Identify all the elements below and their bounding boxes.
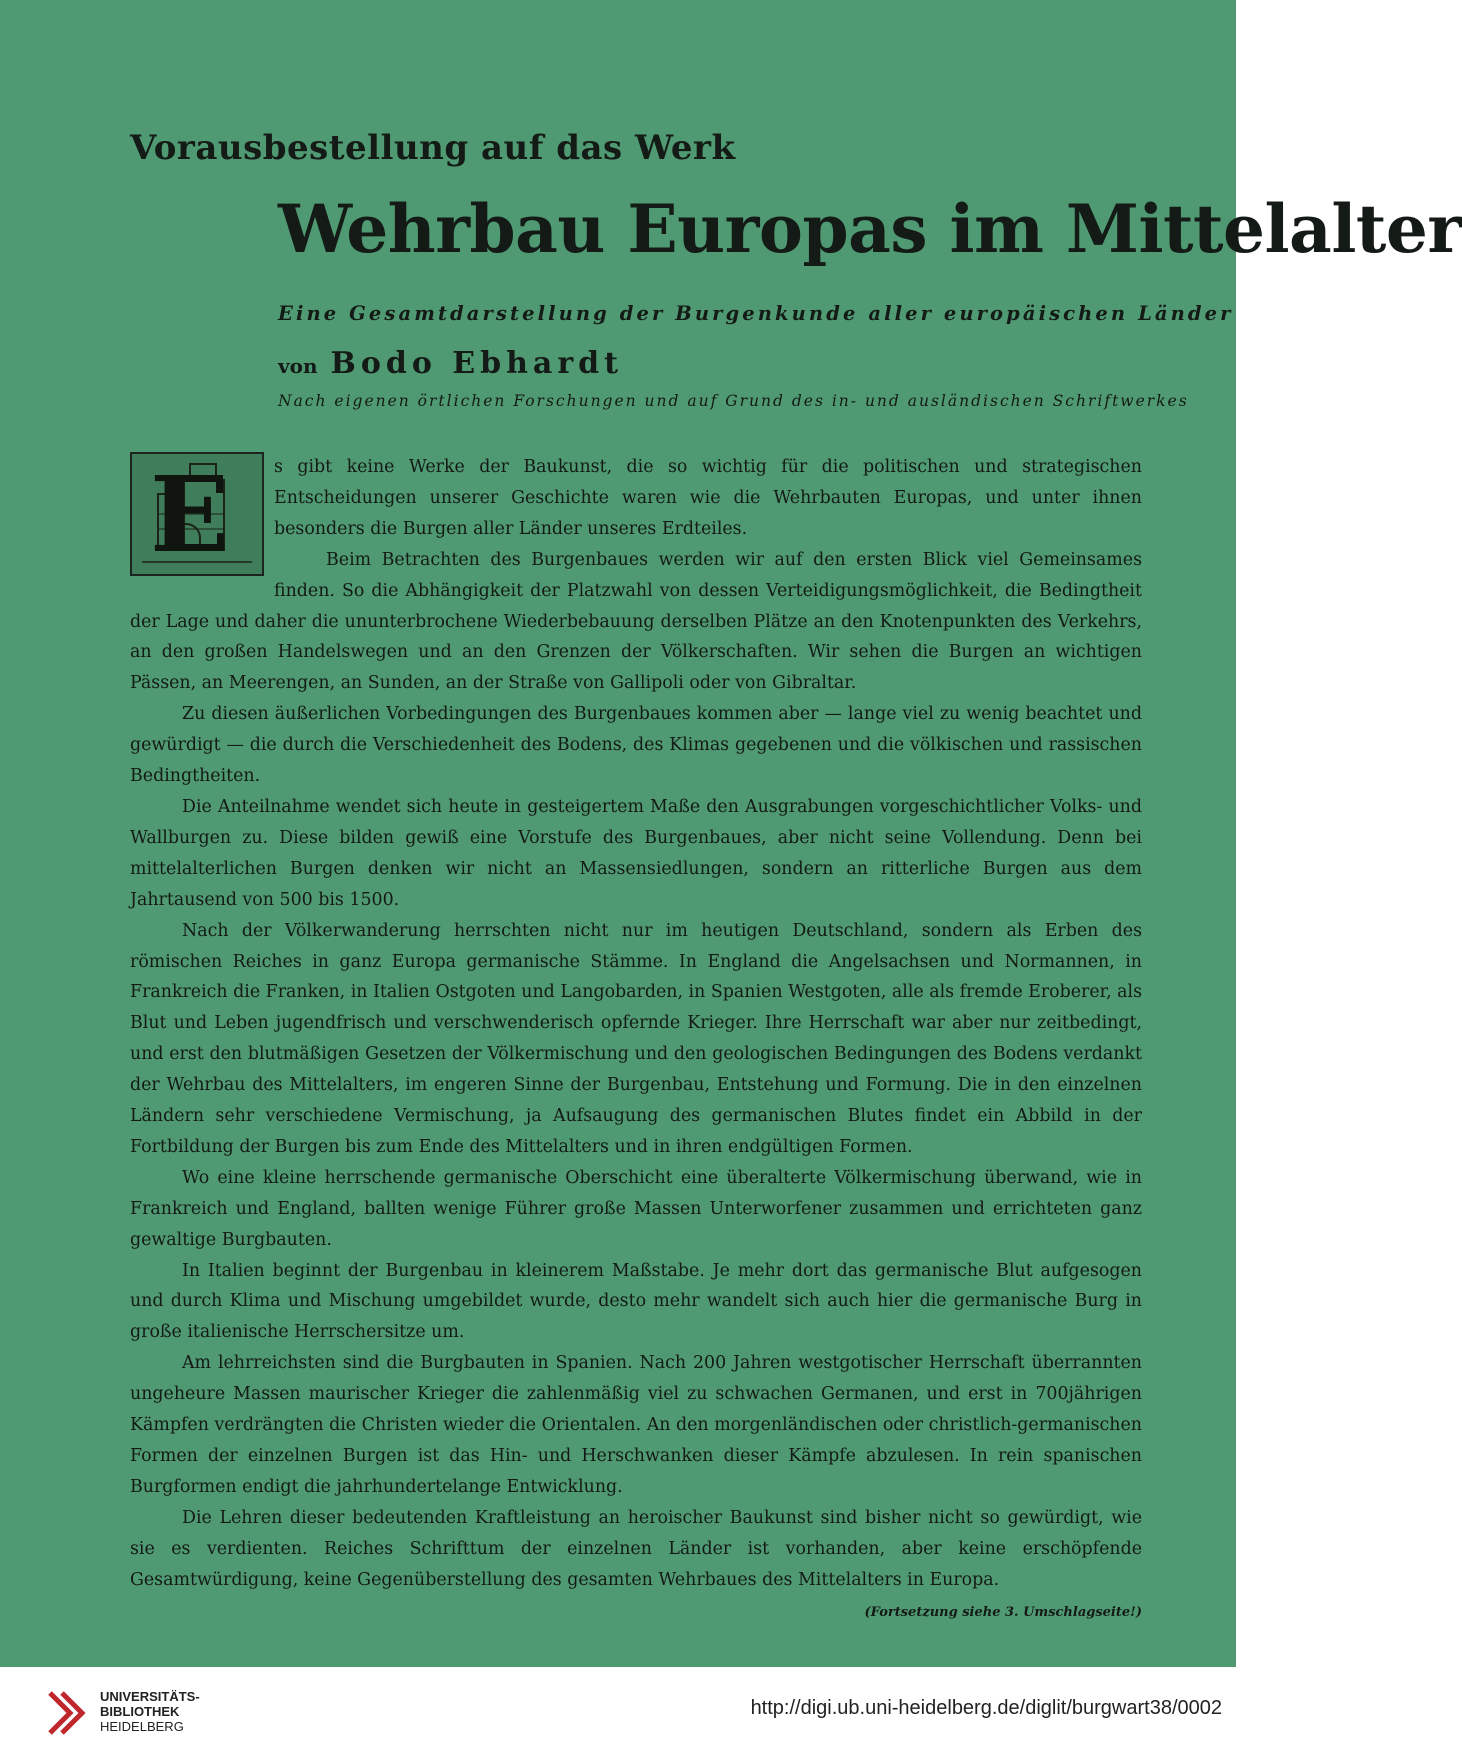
author-line	[278, 346, 623, 381]
paragraph-9	[130, 1503, 1142, 1620]
ub-logo-icon	[46, 1689, 92, 1735]
library-name	[100, 1689, 200, 1734]
source-url[interactable]: http://digi.ub.uni-heidelberg.de/diglit/burgwart38/0002	[750, 1697, 1222, 1719]
illuminated-initial	[130, 452, 264, 576]
book-title: Wehrbau Europas im Mittelalter	[278, 190, 1462, 268]
library-name-line3: HEIDELBERG	[100, 1719, 184, 1734]
dropcap-letter: E	[150, 453, 230, 576]
paragraph-1: s gibt keine Werke der Baukunst, die so wichtig für die politischen und strategischen Entscheidungen unserer Geschichte waren wie die Wehrbauten Europas, und unter ihnen besonders die Burgen aller Länder unseres Erdteiles.	[274, 457, 1142, 539]
pre-order-heading: Vorausbestellung auf das Werk	[130, 128, 736, 168]
author-name: Bodo Ebhardt	[330, 346, 624, 381]
research-basis-line: Nach eigenen örtlichen Forschungen und auf Grund des in- und ausländischen Schriftwerkes	[278, 392, 1189, 410]
paragraph-5: Nach der Völkerwanderung herrschten nicht nur im heutigen Deutschland, sondern als Erben des römischen Reiches in ganz Europa germanische Stämme. In England die Angelsachsen und Normannen, in Frankreich die Franken, in Italien Ostgoten und Langobarden, in Spanien Westgoten, alle als fremde Eroberer, als Blut und Leben jugendfrisch und verschwenderisch opfernde Krieger. Ihre Herrschaft war aber nur zeitbedingt, und erst den blutmäßigen Gesetzen der Völkermischung und den geologischen Bedingungen des Bodens verdankt der Wehrbau des Mittelalters, im engeren Sinne der Burgenbau, Entstehung und Formung. Die in den einzelnen Ländern sehr verschiedene Vermischung, ja Aufsaugung des germanischen Blutes findet ein Abbild in der Fortbildung der Burgen bis zum Ende des Mittelalters und in ihren endgültigen Formen.	[130, 920, 1142, 1157]
library-name-line2: BIBLIOTHEK	[100, 1704, 180, 1719]
author-prefix: von	[278, 354, 318, 378]
paragraph-3: Zu diesen äußerlichen Vorbedingungen des Burgenbaues kommen aber — lange viel zu wenig beachtet und gewürdigt — die durch die Verschiedenheit des Bodens, des Klimas gegebenen und die völkischen und rassischen Bedingtheiten.	[130, 704, 1142, 787]
continuation-note: (Fortsetzung siehe 3. Umschlagseite!)	[864, 1604, 1142, 1620]
paragraph-6: Wo eine kleine herrschende germanische Oberschicht eine überalterte Völkermischung überwand, wie in Frankreich und England, ballten wenige Führer große Massen Unterworfener zusammen und errichteten ganz gewaltige Burgbauten.	[130, 1167, 1142, 1250]
paragraph-8: Am lehrreichsten sind die Burgbauten in Spanien. Nach 200 Jahren westgotischer Herrschaft überrannten ungeheure Massen maurischer Krieger die zahlenmäßig viel zu schwachen Germanen, und erst in 700jährigen Kämpfen verdrängten die Christen wieder die Orientalen. An den morgenländischen oder christlich-germanischen Formen der einzelnen Burgen ist das Hin- und Herschwanken dieser Kämpfe abzulesen. In rein spanischen Burgformen endigt die jahrhundertelange Entwicklung.	[130, 1353, 1142, 1497]
book-subtitle: Eine Gesamtdarstellung der Burgenkunde aller europäischen Länder	[278, 302, 1234, 325]
library-name-line1: UNIVERSITÄTS-	[100, 1689, 200, 1704]
library-logo	[46, 1689, 92, 1739]
body-text	[130, 452, 1142, 1628]
library-footer	[0, 1667, 1236, 1757]
paragraph-2: Beim Betrachten des Burgenbaues werden wir auf den ersten Blick viel Gemeinsames finden. So die Abhängigkeit der Platzwahl von dessen Verteidigungsmöglichkeit, die Bedingtheit der Lage und daher die ununterbrochene Wiederbebauung derselben Plätze an den Knotenpunkten des Verkehrs, an den großen Handelswegen und an den Grenzen der Völkerschaften. Wir sehen die Burgen an wichtigen Pässen, an Meerengen, an Sunden, an der Straße von Gallipoli oder von Gibraltar.	[130, 549, 1142, 694]
paragraph-9-text: Die Lehren dieser bedeutenden Kraftleistung an heroischer Baukunst sind bisher nicht so gewürdigt, wie sie es verdienten. Reiches Schrifttum der einzelnen Länder ist vorhanden, aber keine erschöpfende Gesamtwürdigung, keine Gegenüberstellung des gesamten Wehrbaues des Mittelalters in Europa.	[130, 1507, 1142, 1590]
paragraph-7: In Italien beginnt der Burgenbau in kleinerem Maßstabe. Je mehr dort das germanische Blut aufgesogen und durch Klima und Mischung umgebildet wurde, desto mehr wandelt sich auch hier die germanische Burg in große italienische Herrschersitze um.	[130, 1260, 1142, 1343]
paragraph-4: Die Anteilnahme wendet sich heute in gesteigertem Maße den Ausgrabungen vorgeschichtlicher Volks- und Wallburgen zu. Diese bilden gewiß eine Vorstufe des Burgenbaues, aber nicht seine Vollendung. Denn bei mittelalterlichen Burgen denken wir nicht an Massensiedlungen, sondern an ritterliche Burgen aus dem Jahrtausend von 500 bis 1500.	[130, 796, 1142, 910]
